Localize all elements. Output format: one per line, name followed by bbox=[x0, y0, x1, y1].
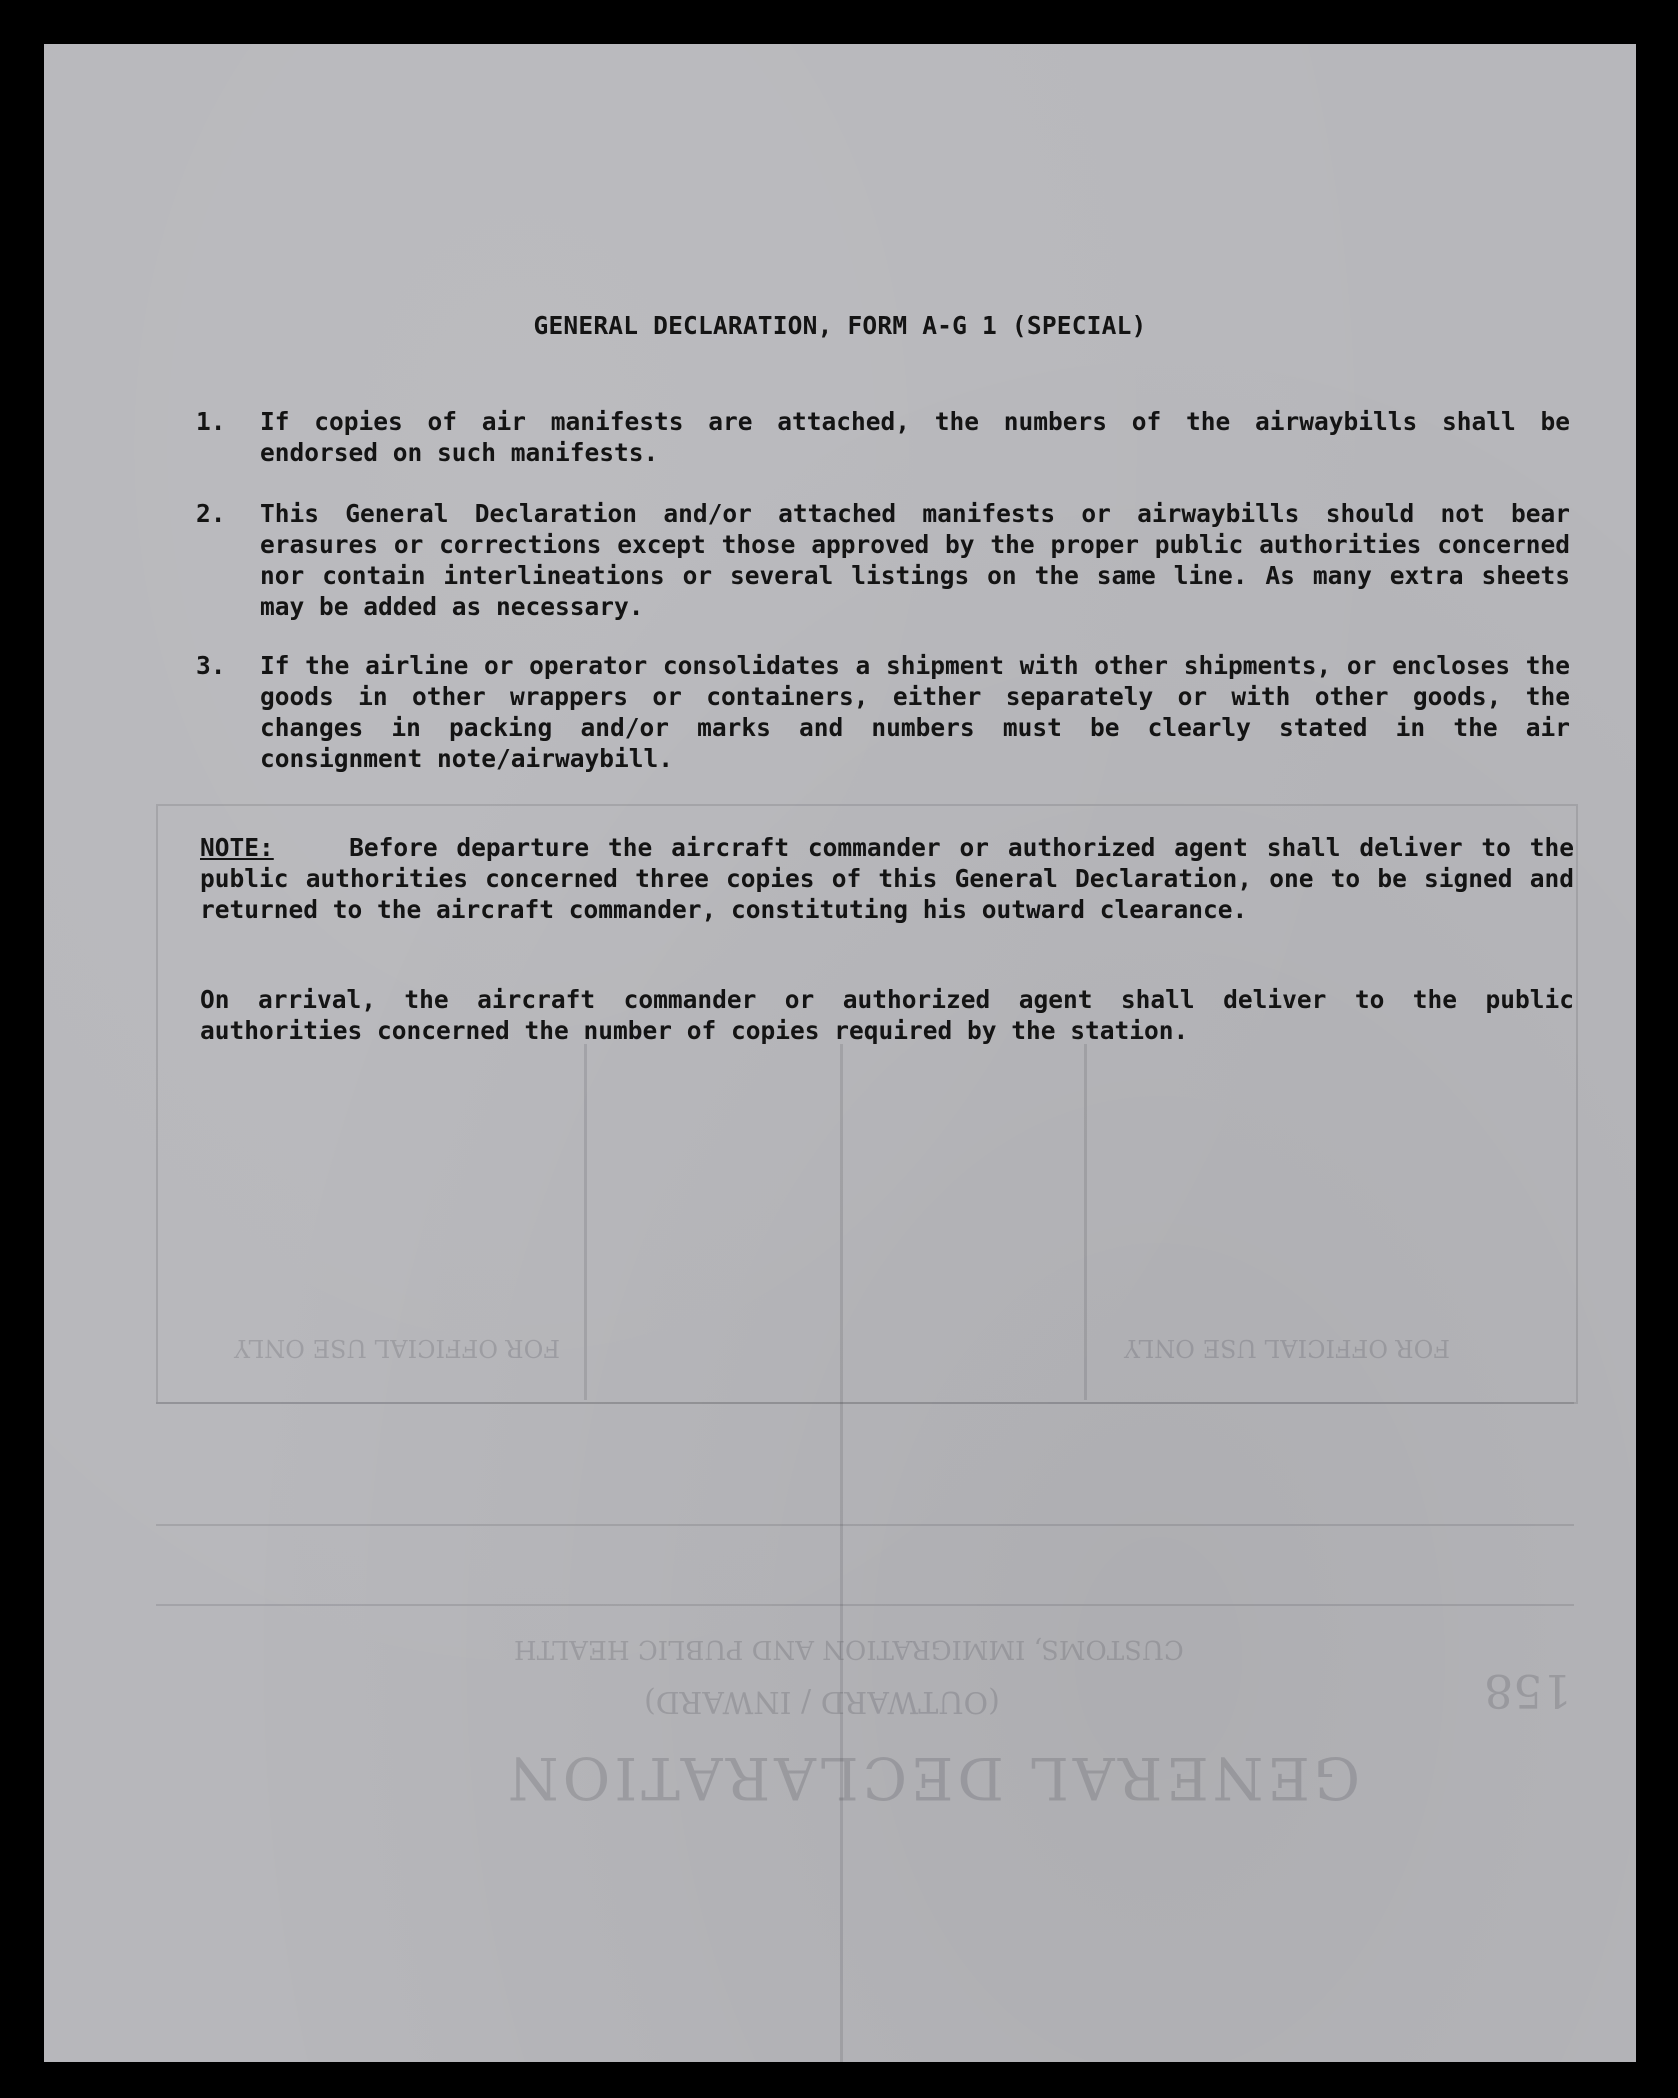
item-text: If the airline or operator consolidates a shipment with other shipments, or encloses the goods in other wrappers or containers, either separately or with other goods, the changes in packing and/or marks and numbers must be clearly stated in the air consignment note/airwaybill. bbox=[260, 651, 1570, 773]
document-content bbox=[44, 44, 1636, 2062]
note-label: NOTE: bbox=[200, 833, 274, 862]
document-page bbox=[44, 44, 1636, 2062]
instruction-item-1 bbox=[196, 406, 1570, 468]
document-title: GENERAL DECLARATION, FORM A-G 1 (SPECIAL) bbox=[533, 311, 1147, 340]
bleed-heading-1: GENERAL DECLARATION bbox=[504, 1744, 1361, 1812]
item-number: 2. bbox=[196, 499, 226, 528]
bleed-heading-2: (OUTWARD / INWARD) bbox=[644, 1684, 1000, 1719]
item-number: 3. bbox=[196, 651, 226, 680]
bleed-official-left: FOR OFFICIAL USE ONLY bbox=[234, 1334, 560, 1362]
item-text: This General Declaration and/or attached manifests or airwaybills should not bear erasures or corrections except those approved by the proper public authorities concerned nor contain interlineations or several listings on the same line. As many extra sheets may be added as necessary. bbox=[260, 499, 1570, 621]
bleed-heading-3: CUSTOMS, IMMIGRATION AND PUBLIC HEALTH bbox=[514, 1634, 1184, 1664]
item-number: 1. bbox=[196, 407, 226, 436]
bleed-official-right: FOR OFFICIAL USE ONLY bbox=[1124, 1334, 1450, 1362]
instruction-item-3 bbox=[196, 650, 1570, 774]
bleed-page-number: 158 bbox=[1484, 1664, 1572, 1718]
note-paragraph bbox=[200, 832, 1574, 925]
note-text: Before departure the aircraft commander or authorized agent shall deliver to the public authorities concerned three copies of this General Declaration, one to be signed and returned to the aircraft commander, constituting his outward clearance. bbox=[200, 833, 1574, 924]
item-text: If copies of air manifests are attached, the numbers of the airwaybills shall be endorsed on such manifests. bbox=[260, 407, 1570, 467]
arrival-paragraph: On arrival, the aircraft commander or authorized agent shall deliver to the public authorities concerned the number of copies required by the station. bbox=[200, 985, 1574, 1045]
instruction-item-2 bbox=[196, 498, 1570, 622]
